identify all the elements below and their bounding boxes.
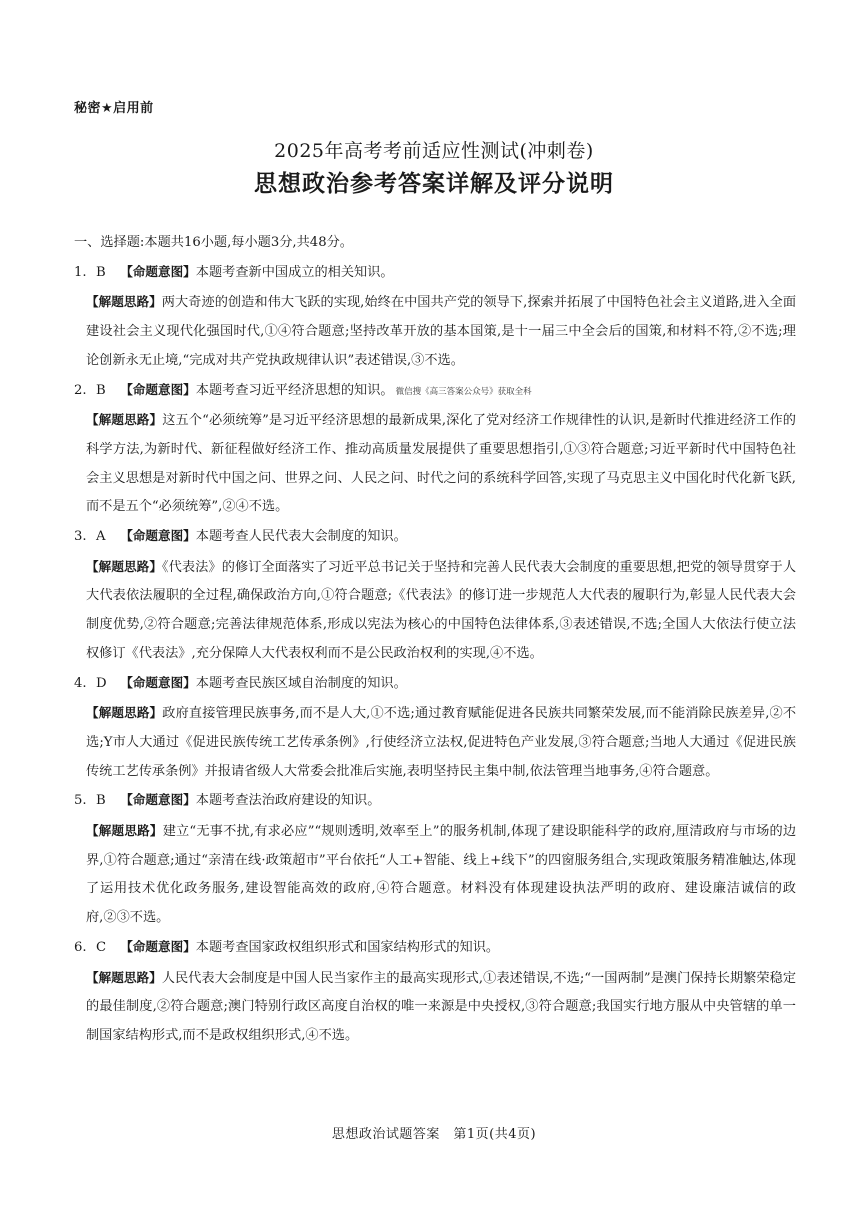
analysis-label: 【解题思路】	[86, 705, 163, 721]
intent-text: 本题考查人民代表大会制度的知识。	[195, 529, 407, 545]
intent-label: 【命题意图】	[120, 263, 196, 279]
intent-label: 【命题意图】	[120, 792, 196, 808]
answer-letter: B	[96, 264, 106, 280]
question-list	[74, 258, 796, 1051]
analysis-text: 《代表法》的修订全面落实了习近平总书记关于坚持和完善人民代表大会制度的重要思想,把党的领导贯穿于人大代表依法履职的全过程,确保政治方向,①符合题意;《代表法》的修订进一步规范人大代表的履职行为,彰显人民代表大会制度优势,②符合题意;完善法律规范体系,形成以宪法为核心的中国特色法律体系,③表述错误,不选;全国人大依法行使立法权修订《代表法》,充分保障人大代表权利而不是公民政治权利的实现,④不选。	[86, 559, 797, 661]
question-number: 1.	[74, 264, 87, 280]
intent-label: 【命题意图】	[120, 674, 196, 690]
question-number: 3.	[74, 529, 87, 545]
question-number: 4.	[74, 675, 87, 691]
analysis-label: 【解题思路】	[86, 294, 162, 310]
page-footer: 思想政治试题答案 第1页(共4页)	[331, 1127, 537, 1142]
intent-text: 本题考查民族区域自治制度的知识。	[195, 675, 407, 691]
analysis-text: 两大奇迹的创造和伟大飞跃的实现,始终在中国共产党的领导下,探索并拓展了中国特色社会主义道路,进入全面建设社会主义现代化强国时代,①④符合题意;坚持改革开放的基本国策,是十一届三中全会后的国策,和材料不符,②不选;理论创新永无止境,“完成对共产党执政规律认识”表述错误,③不选。	[86, 295, 797, 368]
question-item	[74, 376, 796, 523]
intent-label: 【命题意图】	[120, 381, 196, 397]
analysis-label: 【解题思路】	[86, 558, 162, 574]
question-header	[74, 376, 796, 407]
analysis-label: 【解题思路】	[86, 969, 162, 985]
analysis-paragraph	[86, 699, 796, 786]
question-header	[74, 522, 796, 553]
question-item	[74, 786, 796, 933]
analysis-label: 【解题思路】	[86, 412, 163, 428]
intent-text: 本题考查新中国成立的相关知识。	[195, 264, 394, 280]
analysis-text: 政府直接管理民族事务,而不是人大,①不选;通过教育赋能促进各民族共同繁荣发展,而不能消除民族差异,②不选;Y市人大通过《促进民族传统工艺传承条例》,行使经济立法权,促进特色产业发展,③符合题意;当地人大通过《促进民族传统工艺传承条例》并报请省级人大常委会批准后实施,表明坚持民主集中制,依法管理当地事务,④符合题意。	[86, 706, 797, 779]
answer-letter: C	[96, 939, 107, 955]
question-item	[74, 522, 796, 669]
answer-content	[74, 229, 796, 1051]
document-subtitle: 思想政治参考答案详解及评分说明	[254, 171, 614, 197]
answer-letter: D	[96, 675, 107, 691]
confidential-mark: 秘密★启用前	[74, 101, 154, 116]
intent-label: 【命题意图】	[120, 528, 196, 544]
analysis-label: 【解题思路】	[86, 823, 163, 839]
question-header	[74, 933, 796, 964]
intent-text: 本题考查法治政府建设的知识。	[195, 793, 381, 809]
question-number: 6.	[74, 939, 87, 955]
answer-letter: B	[96, 382, 106, 398]
analysis-paragraph	[86, 817, 796, 933]
question-item	[74, 258, 796, 376]
question-header	[74, 258, 796, 289]
intent-text: 本题考查国家政权组织形式和国家结构形式的知识。	[195, 939, 500, 955]
analysis-text: 人民代表大会制度是中国人民当家作主的最高实现形式,①表述错误,不选;“一国两制”是澳门保持长期繁荣稳定的最佳制度,②符合题意;澳门特别行政区高度自治权的唯一来源是中央授权,③符合题意;我国实行地方服从中央管辖的单一制国家结构形式,而不是政权组织形式,④不选。	[86, 970, 797, 1043]
analysis-paragraph	[86, 406, 796, 522]
analysis-paragraph	[86, 553, 796, 669]
intent-text: 本题考查习近平经济思想的知识。	[195, 382, 394, 398]
section-heading: 一、选择题:本题共16小题,每小题3分,共48分。	[74, 235, 353, 250]
answer-letter: A	[96, 529, 106, 545]
question-number: 5.	[74, 793, 87, 809]
answer-letter: B	[96, 793, 106, 809]
watermark-note: 微信搜《高三答案公众号》获取全科	[395, 386, 532, 397]
analysis-paragraph	[86, 288, 796, 375]
analysis-text: 建立“无事不扰,有求必应”“规则透明,效率至上”的服务机制,体现了建设职能科学的政府,厘清政府与市场的边界,①符合题意;通过“亲清在线·政策超市”平台依托“人工+智能、线上+线下”的四窗服务组合,实现政策服务精准触达,体现了运用技术优化政务服务,建设智能高效的政府,④符合题意。材料没有体现建设执法严明的政府、建设廉洁诚信的政府,②③不选。	[86, 824, 797, 926]
question-header	[74, 786, 796, 817]
question-number: 2.	[74, 382, 87, 398]
analysis-text: 这五个“必须统筹”是习近平经济思想的最新成果,深化了党对经济工作规律性的认识,是新时代推进经济工作的科学方法,为新时代、新征程做好经济工作、推动高质量发展提供了重要思想指引,①③符合题意;习近平新时代中国特色社会主义思想是对新时代中国之问、世界之问、人民之问、时代之问的系统科学回答,实现了马克思主义中国化时代化新飞跃,而不是五个“必须统筹”,②④不选。	[86, 413, 796, 515]
analysis-paragraph	[86, 964, 796, 1051]
question-item	[74, 669, 796, 787]
intent-label: 【命题意图】	[120, 938, 196, 954]
question-header	[74, 669, 796, 700]
exam-title: 2025年高考考前适应性测试(冲刺卷)	[274, 140, 594, 162]
question-item	[74, 933, 796, 1051]
